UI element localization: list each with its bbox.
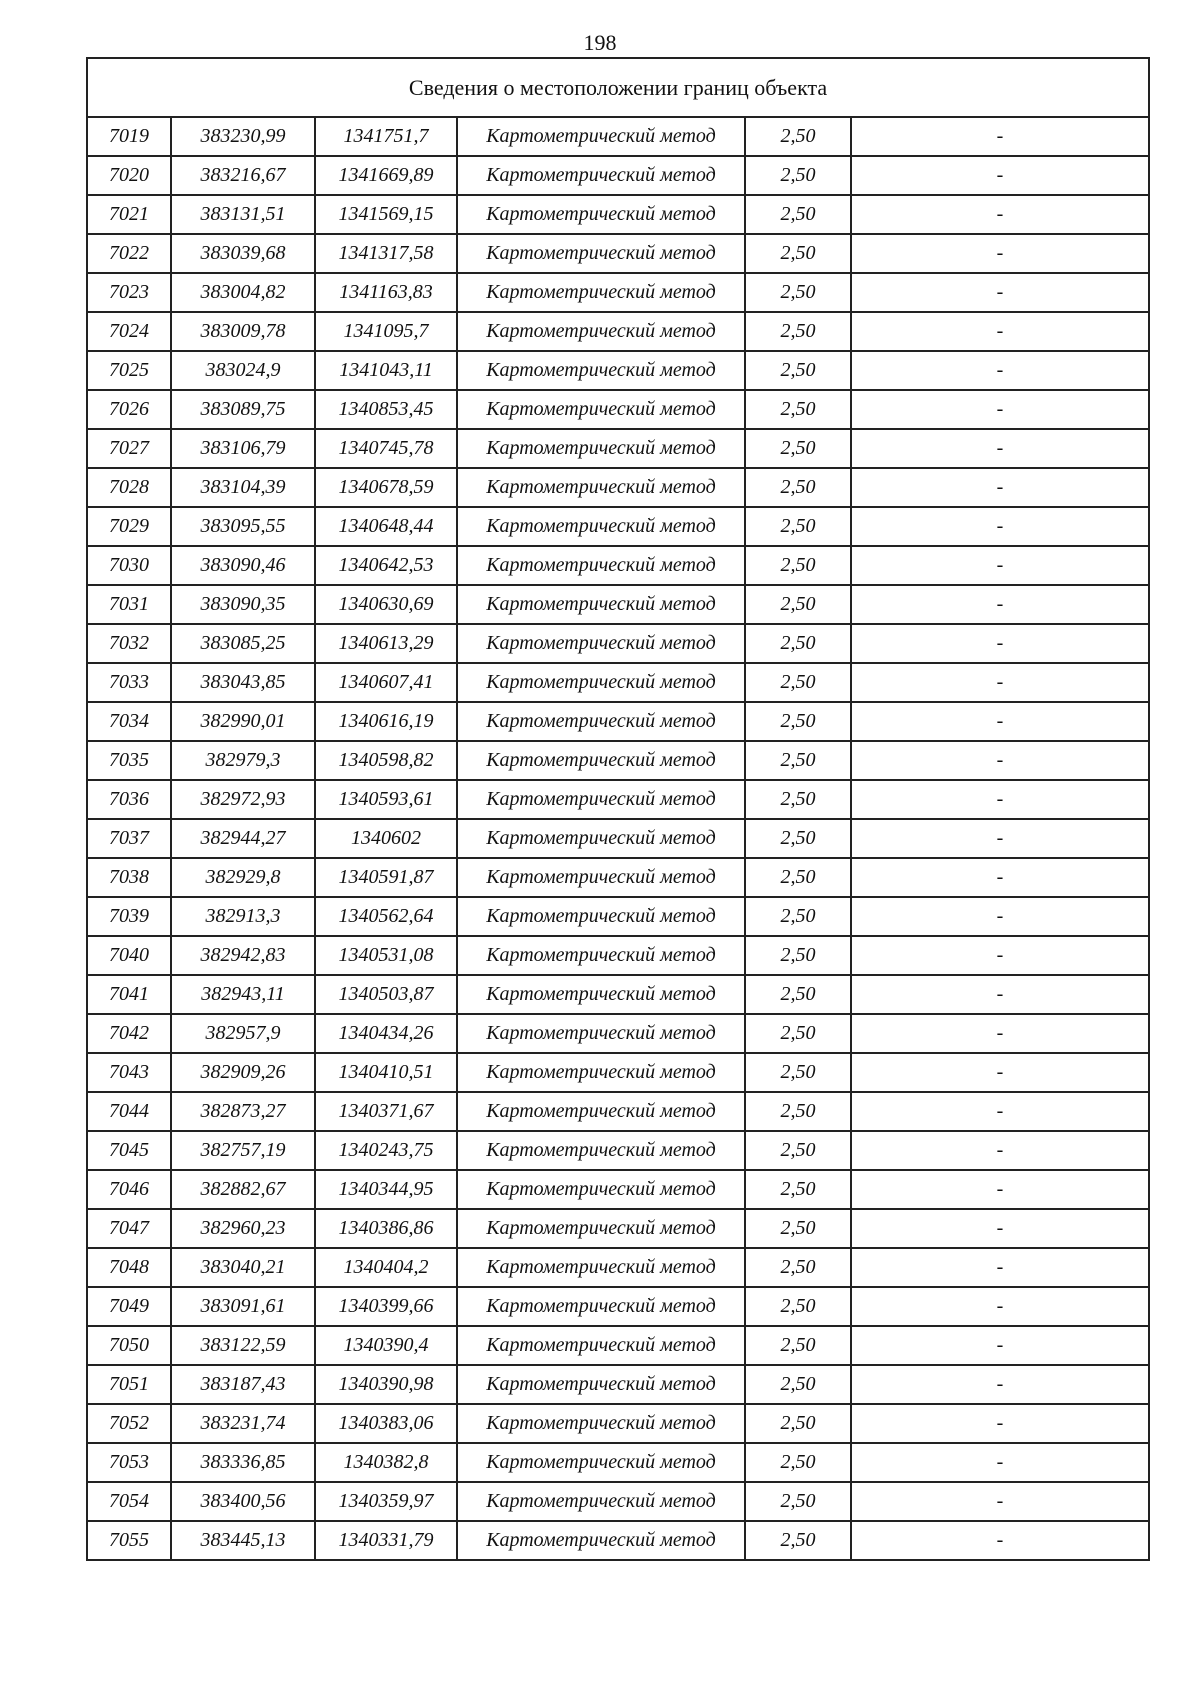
point-number-cell: 7045 (87, 1131, 171, 1170)
method-cell: Картометрический метод (457, 780, 745, 819)
method-cell: Картометрический метод (457, 234, 745, 273)
y-coordinate-cell: 1340331,79 (315, 1521, 457, 1560)
boundary-coordinates-table (86, 57, 1150, 1561)
method-cell: Картометрический метод (457, 1092, 745, 1131)
description-cell: - (851, 351, 1149, 390)
method-cell: Картометрический метод (457, 624, 745, 663)
point-number-cell: 7026 (87, 390, 171, 429)
point-number-cell: 7043 (87, 1053, 171, 1092)
table-row (87, 234, 1149, 273)
method-cell: Картометрический метод (457, 546, 745, 585)
description-cell: - (851, 273, 1149, 312)
y-coordinate-cell: 1340531,08 (315, 936, 457, 975)
method-cell: Картометрический метод (457, 1209, 745, 1248)
description-cell: - (851, 858, 1149, 897)
point-number-cell: 7042 (87, 1014, 171, 1053)
y-coordinate-cell: 1341751,7 (315, 117, 457, 156)
accuracy-cell: 2,50 (745, 1053, 851, 1092)
y-coordinate-cell: 1341095,7 (315, 312, 457, 351)
description-cell: - (851, 390, 1149, 429)
accuracy-cell: 2,50 (745, 1014, 851, 1053)
x-coordinate-cell: 383131,51 (171, 195, 315, 234)
description-cell: - (851, 429, 1149, 468)
y-coordinate-cell: 1340243,75 (315, 1131, 457, 1170)
y-coordinate-cell: 1340371,67 (315, 1092, 457, 1131)
accuracy-cell: 2,50 (745, 702, 851, 741)
y-coordinate-cell: 1340593,61 (315, 780, 457, 819)
method-cell: Картометрический метод (457, 897, 745, 936)
accuracy-cell: 2,50 (745, 624, 851, 663)
description-cell: - (851, 975, 1149, 1014)
table-row (87, 195, 1149, 234)
point-number-cell: 7024 (87, 312, 171, 351)
table-row (87, 351, 1149, 390)
method-cell: Картометрический метод (457, 975, 745, 1014)
description-cell: - (851, 1248, 1149, 1287)
table-row (87, 975, 1149, 1014)
accuracy-cell: 2,50 (745, 1326, 851, 1365)
method-cell: Картометрический метод (457, 195, 745, 234)
description-cell: - (851, 897, 1149, 936)
x-coordinate-cell: 383400,56 (171, 1482, 315, 1521)
y-coordinate-cell: 1340390,4 (315, 1326, 457, 1365)
x-coordinate-cell: 382929,8 (171, 858, 315, 897)
point-number-cell: 7032 (87, 624, 171, 663)
method-cell: Картометрический метод (457, 156, 745, 195)
y-coordinate-cell: 1340503,87 (315, 975, 457, 1014)
description-cell: - (851, 1170, 1149, 1209)
table-row (87, 897, 1149, 936)
accuracy-cell: 2,50 (745, 897, 851, 936)
table-row (87, 1053, 1149, 1092)
x-coordinate-cell: 383009,78 (171, 312, 315, 351)
method-cell: Картометрический метод (457, 1170, 745, 1209)
y-coordinate-cell: 1340410,51 (315, 1053, 457, 1092)
method-cell: Картометрический метод (457, 1365, 745, 1404)
point-number-cell: 7035 (87, 741, 171, 780)
accuracy-cell: 2,50 (745, 351, 851, 390)
description-cell: - (851, 234, 1149, 273)
method-cell: Картометрический метод (457, 468, 745, 507)
point-number-cell: 7031 (87, 585, 171, 624)
x-coordinate-cell: 383090,46 (171, 546, 315, 585)
table-row (87, 624, 1149, 663)
table-row (87, 507, 1149, 546)
accuracy-cell: 2,50 (745, 195, 851, 234)
table-row (87, 1482, 1149, 1521)
y-coordinate-cell: 1340591,87 (315, 858, 457, 897)
accuracy-cell: 2,50 (745, 1170, 851, 1209)
x-coordinate-cell: 383090,35 (171, 585, 315, 624)
y-coordinate-cell: 1340399,66 (315, 1287, 457, 1326)
description-cell: - (851, 741, 1149, 780)
point-number-cell: 7030 (87, 546, 171, 585)
x-coordinate-cell: 383187,43 (171, 1365, 315, 1404)
accuracy-cell: 2,50 (745, 312, 851, 351)
method-cell: Картометрический метод (457, 1248, 745, 1287)
y-coordinate-cell: 1340630,69 (315, 585, 457, 624)
method-cell: Картометрический метод (457, 1482, 745, 1521)
table-row (87, 429, 1149, 468)
accuracy-cell: 2,50 (745, 1404, 851, 1443)
x-coordinate-cell: 382960,23 (171, 1209, 315, 1248)
table-row (87, 819, 1149, 858)
x-coordinate-cell: 383336,85 (171, 1443, 315, 1482)
table-row (87, 117, 1149, 156)
description-cell: - (851, 624, 1149, 663)
table-row (87, 1014, 1149, 1053)
y-coordinate-cell: 1340344,95 (315, 1170, 457, 1209)
y-coordinate-cell: 1341317,58 (315, 234, 457, 273)
y-coordinate-cell: 1341669,89 (315, 156, 457, 195)
description-cell: - (851, 1209, 1149, 1248)
description-cell: - (851, 1365, 1149, 1404)
accuracy-cell: 2,50 (745, 585, 851, 624)
description-cell: - (851, 780, 1149, 819)
description-cell: - (851, 156, 1149, 195)
table-title-row (87, 58, 1149, 117)
accuracy-cell: 2,50 (745, 1287, 851, 1326)
description-cell: - (851, 195, 1149, 234)
method-cell: Картометрический метод (457, 1404, 745, 1443)
accuracy-cell: 2,50 (745, 1092, 851, 1131)
point-number-cell: 7022 (87, 234, 171, 273)
description-cell: - (851, 936, 1149, 975)
point-number-cell: 7052 (87, 1404, 171, 1443)
x-coordinate-cell: 382873,27 (171, 1092, 315, 1131)
accuracy-cell: 2,50 (745, 429, 851, 468)
table-row (87, 1404, 1149, 1443)
point-number-cell: 7044 (87, 1092, 171, 1131)
accuracy-cell: 2,50 (745, 117, 851, 156)
x-coordinate-cell: 383040,21 (171, 1248, 315, 1287)
method-cell: Картометрический метод (457, 1287, 745, 1326)
y-coordinate-cell: 1340616,19 (315, 702, 457, 741)
table-row (87, 1443, 1149, 1482)
point-number-cell: 7029 (87, 507, 171, 546)
y-coordinate-cell: 1340642,53 (315, 546, 457, 585)
method-cell: Картометрический метод (457, 858, 745, 897)
point-number-cell: 7019 (87, 117, 171, 156)
x-coordinate-cell: 383095,55 (171, 507, 315, 546)
description-cell: - (851, 1521, 1149, 1560)
y-coordinate-cell: 1340390,98 (315, 1365, 457, 1404)
point-number-cell: 7034 (87, 702, 171, 741)
description-cell: - (851, 468, 1149, 507)
point-number-cell: 7023 (87, 273, 171, 312)
x-coordinate-cell: 383085,25 (171, 624, 315, 663)
x-coordinate-cell: 383122,59 (171, 1326, 315, 1365)
table-row (87, 663, 1149, 702)
y-coordinate-cell: 1340383,06 (315, 1404, 457, 1443)
y-coordinate-cell: 1340382,8 (315, 1443, 457, 1482)
method-cell: Картометрический метод (457, 741, 745, 780)
y-coordinate-cell: 1340386,86 (315, 1209, 457, 1248)
x-coordinate-cell: 383231,74 (171, 1404, 315, 1443)
table-row (87, 1209, 1149, 1248)
x-coordinate-cell: 383091,61 (171, 1287, 315, 1326)
y-coordinate-cell: 1340613,29 (315, 624, 457, 663)
point-number-cell: 7041 (87, 975, 171, 1014)
description-cell: - (851, 1404, 1149, 1443)
point-number-cell: 7046 (87, 1170, 171, 1209)
accuracy-cell: 2,50 (745, 156, 851, 195)
x-coordinate-cell: 382979,3 (171, 741, 315, 780)
table-row (87, 858, 1149, 897)
method-cell: Картометрический метод (457, 507, 745, 546)
method-cell: Картометрический метод (457, 429, 745, 468)
x-coordinate-cell: 383024,9 (171, 351, 315, 390)
accuracy-cell: 2,50 (745, 273, 851, 312)
x-coordinate-cell: 382972,93 (171, 780, 315, 819)
description-cell: - (851, 1092, 1149, 1131)
x-coordinate-cell: 382944,27 (171, 819, 315, 858)
description-cell: - (851, 702, 1149, 741)
description-cell: - (851, 1014, 1149, 1053)
method-cell: Картометрический метод (457, 1443, 745, 1482)
point-number-cell: 7037 (87, 819, 171, 858)
point-number-cell: 7055 (87, 1521, 171, 1560)
description-cell: - (851, 1131, 1149, 1170)
point-number-cell: 7050 (87, 1326, 171, 1365)
table-title: Сведения о местоположении границ объекта (87, 58, 1149, 117)
accuracy-cell: 2,50 (745, 1443, 851, 1482)
method-cell: Картометрический метод (457, 663, 745, 702)
y-coordinate-cell: 1340434,26 (315, 1014, 457, 1053)
method-cell: Картометрический метод (457, 390, 745, 429)
method-cell: Картометрический метод (457, 1131, 745, 1170)
y-coordinate-cell: 1340745,78 (315, 429, 457, 468)
table-row (87, 390, 1149, 429)
description-cell: - (851, 819, 1149, 858)
method-cell: Картометрический метод (457, 273, 745, 312)
table-row (87, 1521, 1149, 1560)
x-coordinate-cell: 382990,01 (171, 702, 315, 741)
table-row (87, 273, 1149, 312)
x-coordinate-cell: 383216,67 (171, 156, 315, 195)
point-number-cell: 7021 (87, 195, 171, 234)
point-number-cell: 7049 (87, 1287, 171, 1326)
y-coordinate-cell: 1341163,83 (315, 273, 457, 312)
y-coordinate-cell: 1340359,97 (315, 1482, 457, 1521)
accuracy-cell: 2,50 (745, 1131, 851, 1170)
table-row (87, 546, 1149, 585)
y-coordinate-cell: 1340648,44 (315, 507, 457, 546)
point-number-cell: 7047 (87, 1209, 171, 1248)
y-coordinate-cell: 1340562,64 (315, 897, 457, 936)
point-number-cell: 7028 (87, 468, 171, 507)
accuracy-cell: 2,50 (745, 663, 851, 702)
table-row (87, 780, 1149, 819)
y-coordinate-cell: 1340602 (315, 819, 457, 858)
accuracy-cell: 2,50 (745, 1209, 851, 1248)
accuracy-cell: 2,50 (745, 546, 851, 585)
accuracy-cell: 2,50 (745, 819, 851, 858)
description-cell: - (851, 117, 1149, 156)
accuracy-cell: 2,50 (745, 234, 851, 273)
x-coordinate-cell: 383104,39 (171, 468, 315, 507)
point-number-cell: 7038 (87, 858, 171, 897)
x-coordinate-cell: 383039,68 (171, 234, 315, 273)
x-coordinate-cell: 383106,79 (171, 429, 315, 468)
x-coordinate-cell: 383004,82 (171, 273, 315, 312)
y-coordinate-cell: 1340678,59 (315, 468, 457, 507)
method-cell: Картометрический метод (457, 1326, 745, 1365)
point-number-cell: 7036 (87, 780, 171, 819)
point-number-cell: 7051 (87, 1365, 171, 1404)
y-coordinate-cell: 1341043,11 (315, 351, 457, 390)
table-row (87, 936, 1149, 975)
table-row (87, 1170, 1149, 1209)
method-cell: Картометрический метод (457, 702, 745, 741)
accuracy-cell: 2,50 (745, 975, 851, 1014)
accuracy-cell: 2,50 (745, 741, 851, 780)
y-coordinate-cell: 1340598,82 (315, 741, 457, 780)
method-cell: Картометрический метод (457, 1014, 745, 1053)
accuracy-cell: 2,50 (745, 936, 851, 975)
description-cell: - (851, 585, 1149, 624)
y-coordinate-cell: 1340853,45 (315, 390, 457, 429)
accuracy-cell: 2,50 (745, 1521, 851, 1560)
method-cell: Картометрический метод (457, 936, 745, 975)
table-row (87, 468, 1149, 507)
x-coordinate-cell: 383445,13 (171, 1521, 315, 1560)
description-cell: - (851, 1326, 1149, 1365)
table-row (87, 156, 1149, 195)
accuracy-cell: 2,50 (745, 1365, 851, 1404)
table-row (87, 1287, 1149, 1326)
point-number-cell: 7033 (87, 663, 171, 702)
y-coordinate-cell: 1340404,2 (315, 1248, 457, 1287)
description-cell: - (851, 507, 1149, 546)
accuracy-cell: 2,50 (745, 468, 851, 507)
method-cell: Картометрический метод (457, 1521, 745, 1560)
x-coordinate-cell: 383230,99 (171, 117, 315, 156)
table-body (87, 58, 1149, 1560)
x-coordinate-cell: 382913,3 (171, 897, 315, 936)
x-coordinate-cell: 383089,75 (171, 390, 315, 429)
table-row (87, 585, 1149, 624)
accuracy-cell: 2,50 (745, 780, 851, 819)
table-row (87, 741, 1149, 780)
table-row (87, 1326, 1149, 1365)
x-coordinate-cell: 382882,67 (171, 1170, 315, 1209)
table-row (87, 1092, 1149, 1131)
point-number-cell: 7027 (87, 429, 171, 468)
y-coordinate-cell: 1341569,15 (315, 195, 457, 234)
table-row (87, 312, 1149, 351)
method-cell: Картометрический метод (457, 819, 745, 858)
point-number-cell: 7040 (87, 936, 171, 975)
method-cell: Картометрический метод (457, 117, 745, 156)
table-row (87, 702, 1149, 741)
method-cell: Картометрический метод (457, 585, 745, 624)
x-coordinate-cell: 382957,9 (171, 1014, 315, 1053)
method-cell: Картометрический метод (457, 312, 745, 351)
description-cell: - (851, 1482, 1149, 1521)
x-coordinate-cell: 382757,19 (171, 1131, 315, 1170)
x-coordinate-cell: 382943,11 (171, 975, 315, 1014)
table-row (87, 1131, 1149, 1170)
point-number-cell: 7039 (87, 897, 171, 936)
x-coordinate-cell: 383043,85 (171, 663, 315, 702)
y-coordinate-cell: 1340607,41 (315, 663, 457, 702)
accuracy-cell: 2,50 (745, 507, 851, 546)
method-cell: Картометрический метод (457, 351, 745, 390)
accuracy-cell: 2,50 (745, 1248, 851, 1287)
method-cell: Картометрический метод (457, 1053, 745, 1092)
table-row (87, 1248, 1149, 1287)
description-cell: - (851, 1443, 1149, 1482)
table-row (87, 1365, 1149, 1404)
accuracy-cell: 2,50 (745, 390, 851, 429)
point-number-cell: 7048 (87, 1248, 171, 1287)
x-coordinate-cell: 382909,26 (171, 1053, 315, 1092)
page-number: 198 (583, 30, 617, 55)
x-coordinate-cell: 382942,83 (171, 936, 315, 975)
point-number-cell: 7025 (87, 351, 171, 390)
description-cell: - (851, 312, 1149, 351)
description-cell: - (851, 1287, 1149, 1326)
description-cell: - (851, 663, 1149, 702)
description-cell: - (851, 546, 1149, 585)
point-number-cell: 7020 (87, 156, 171, 195)
description-cell: - (851, 1053, 1149, 1092)
accuracy-cell: 2,50 (745, 858, 851, 897)
point-number-cell: 7053 (87, 1443, 171, 1482)
point-number-cell: 7054 (87, 1482, 171, 1521)
accuracy-cell: 2,50 (745, 1482, 851, 1521)
